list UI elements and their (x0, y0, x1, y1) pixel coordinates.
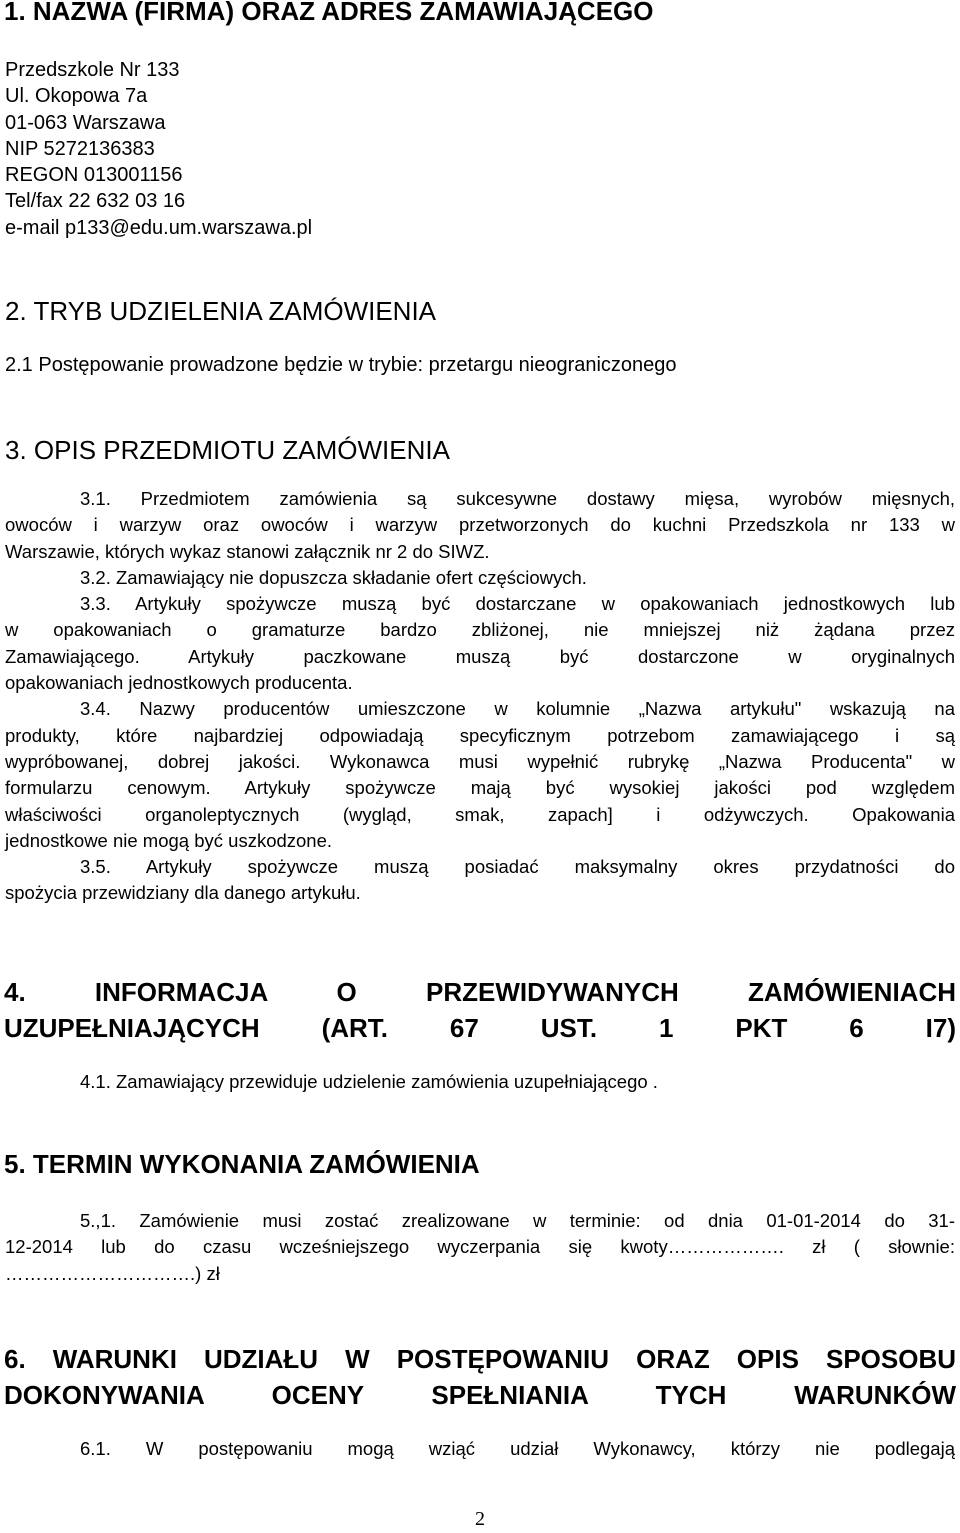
item-3-4-line-3: wypróbowanej, dobrej jakości. Wykonawca musi wypełnić rubrykę „Nazwa Producenta" w (5, 750, 955, 772)
item-4-1-text: 4.1. Zamawiający przewiduje udzielenie zamówienia uzupełniającego . (80, 1071, 658, 1092)
item-3-4-line-5: właściwości organoleptycznych (wygląd, smak, zapach] i odżywczych. Opakowania (5, 803, 955, 825)
address-line-telfax: Tel/fax 22 632 03 16 (5, 190, 186, 213)
section-1-heading: 1. NAZWA (FIRMA) ORAZ ADRES ZAMAWIAJĄCEGO (4, 0, 654, 26)
item-3-5-line-1: 3.5. Artykuły spożywcze muszą posiadać maksymalny okres przydatności do (80, 856, 955, 878)
section-4-heading (4, 974, 956, 1046)
address-line-city: 01-063 Warszawa (5, 111, 166, 134)
section-4-heading-line-2: UZUPEŁNIAJĄCYCH (ART. 67 UST. 1 PKT 6 I7) (4, 1013, 956, 1043)
address-line-street: Ul. Okopowa 7a (5, 85, 148, 108)
item-3-3-line-3: Zamawiającego. Artykuły paczkowane muszą być dostarczone w oryginalnych (5, 645, 955, 667)
item-3-4-line-4: formularzu cenowym. Artykuły spożywcze mają być wysokiej jakości pod względem (5, 777, 955, 799)
item-3-5-line-2: spożycia przewidziany dla danego artykułu. (5, 882, 361, 904)
section-5-heading: 5. TERMIN WYKONANIA ZAMÓWIENIA (4, 1149, 480, 1179)
item-3-4-line-1: 3.4. Nazwy producentów umieszczone w kolumnie „Nazwa artykułu" wskazują na (80, 698, 955, 720)
item-3-4-line-6: jednostkowe nie mogą być uszkodzone. (5, 829, 333, 851)
item-3-1-line-1: 3.1. Przedmiotem zamówienia są sukcesywne dostawy mięsa, wyrobów mięsnych, (80, 488, 955, 509)
item-3-2: 3.2. Zamawiający nie dopuszcza składanie ofert częściowych. (80, 566, 587, 588)
page-number: 2 (475, 1508, 485, 1530)
item-6-1-text: 6.1. W postępowaniu mogą wziąć udział Wykonawcy, którzy nie podlegają (80, 1438, 955, 1459)
address-line-regon: REGON 013001156 (5, 164, 183, 187)
item-5-1-line-2: 12-2014 lub do czasu wcześniejszego wyczerpania się kwoty………………. zł ( słownie: (5, 1236, 955, 1258)
contracting-authority-address (5, 57, 312, 241)
item-3-3-line-2: w opakowaniach o gramaturze bardzo zbliżonej, nie mniejszej niż żądana przez (5, 619, 955, 641)
section-6-heading-line-2: DOKONYWANIA OCENY SPEŁNIANIA TYCH WARUNKÓW (4, 1380, 956, 1410)
section-4-heading-line-1: 4. INFORMACJA O PRZEWIDYWANYCH ZAMÓWIENIACH (4, 977, 956, 1007)
item-3-3-line-4: opakowaniach jednostkowych producenta. (5, 672, 353, 694)
item-2-1: 2.1 Postępowanie prowadzone będzie w trybie: przetargu nieograniczonego (5, 354, 677, 376)
item-3-1-line-3: Warszawie, których wykaz stanowi załącznik nr 2 do SIWZ. (5, 540, 490, 562)
section-2-heading: 2. TRYB UDZIELENIA ZAMÓWIENIA (5, 296, 437, 326)
item-5-1-line-3: ………………………….) zł (5, 1262, 220, 1284)
item-3-1 (5, 486, 955, 907)
address-line-email: e-mail p133@edu.um.warszawa.pl (5, 216, 313, 239)
address-line-name: Przedszkole Nr 133 (5, 59, 180, 81)
item-3-1-line-2: owoców i warzyw oraz owoców i warzyw przetworzonych do kuchni Przedszkola nr 133 w (5, 514, 955, 536)
item-5-1-line-1: 5.,1. Zamówienie musi zostać zrealizowane w terminie: od dnia 01-01-2014 do 31- (80, 1210, 955, 1231)
item-5-1 (5, 1208, 955, 1287)
section-3-heading: 3. OPIS PRZEDMIOTU ZAMÓWIENIA (5, 435, 450, 465)
item-6-1 (5, 1436, 955, 1462)
address-line-nip: NIP 5272136383 (5, 137, 155, 160)
section-6-heading (4, 1341, 956, 1413)
item-3-4-line-2: produkty, które najbardziej odpowiadają specyficznym potrzebom zamawiającego i są (5, 724, 955, 746)
item-4-1 (5, 1069, 955, 1095)
section-6-heading-line-1: 6. WARUNKI UDZIAŁU W POSTĘPOWANIU ORAZ OPIS SPOSOBU (4, 1344, 956, 1374)
item-3-3-line-1: 3.3. Artykuły spożywcze muszą być dostarczane w opakowaniach jednostkowych lub (80, 593, 955, 615)
